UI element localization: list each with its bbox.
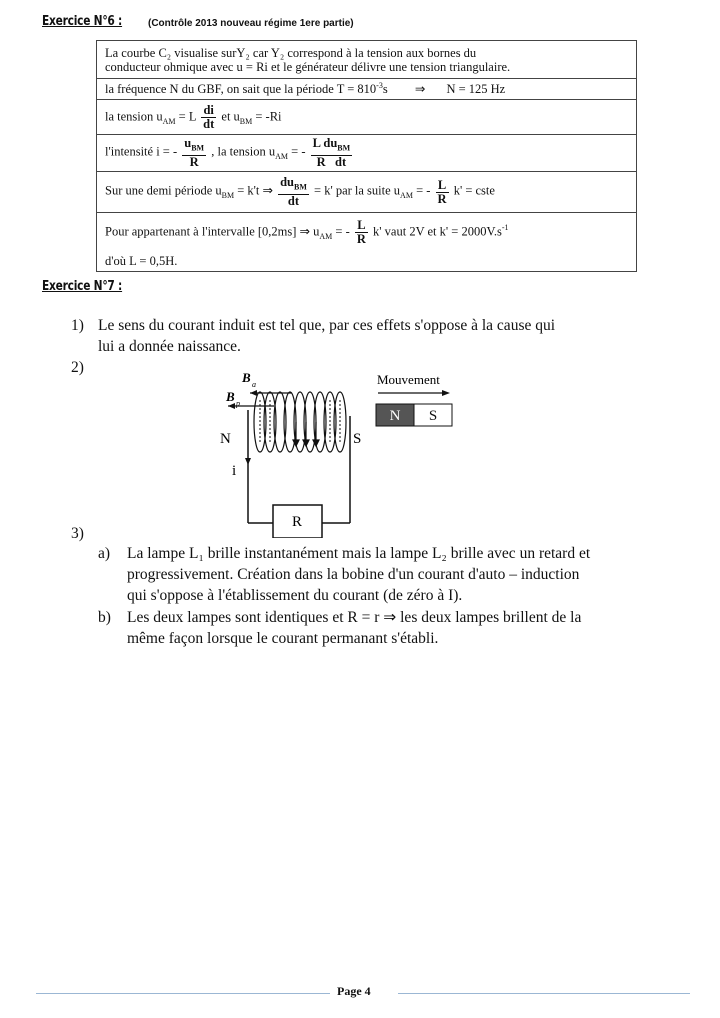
row5-sub: BM: [221, 191, 235, 201]
row3-sub: AM: [162, 116, 176, 126]
row-curve-explanation: [97, 41, 637, 79]
qa-line1: La lampe L₁ brille instantanément mais la lampe L₂ brille avec un retard et: [127, 545, 591, 562]
row2-exp: -3: [376, 80, 383, 90]
exercise-6-subtitle: (Contrôle 2013 nouveau régime 1ere partie): [148, 18, 354, 29]
row4-prefix: l'intensité i = -: [105, 144, 178, 159]
coil-north-label: N: [220, 431, 231, 447]
current-label: i: [232, 463, 237, 479]
b-a-arrow-icon: [250, 390, 257, 396]
row5-sub2: AM: [400, 191, 413, 201]
row4-num1-sub: BM: [191, 143, 205, 153]
row-conclusion: [97, 251, 637, 272]
fraction-l-r: [436, 179, 449, 206]
row5-num: du: [280, 175, 294, 190]
movement-arrow-icon: [442, 390, 450, 396]
row5-mid: = k' par la suite u: [314, 183, 401, 198]
row-intensity: [97, 135, 637, 172]
fraction-di-dt: [201, 104, 216, 131]
row6-prefix: Pour appartenant à l'intervalle [0,2ms] ⇒ u: [105, 223, 320, 238]
coil: [254, 392, 346, 452]
row6-eq: = -: [335, 223, 350, 238]
row6-den: R: [356, 231, 366, 246]
row5-num-sub: BM: [294, 182, 307, 192]
row6-sub: AM: [319, 231, 333, 241]
row5-eq2: = -: [416, 183, 431, 198]
row3-num: di: [201, 104, 216, 118]
q1-number: 1): [71, 317, 84, 334]
coil-south-label: S: [353, 431, 362, 447]
row5-prefix: Sur une demi période u: [105, 183, 222, 198]
row3-sub2: BM: [239, 116, 253, 126]
row4-sub: AM: [275, 152, 289, 162]
q1-line1: Le sens du courant induit est tel que, par ces effets s'oppose à la cause qui: [98, 317, 556, 334]
row-tension-uam: [97, 100, 637, 135]
row1-line1: La courbe C₂ visualise surY₂ car Y₂ correspond à la tension aux bornes du: [105, 46, 477, 60]
q2-number: 2): [71, 359, 84, 376]
b-p-sub: p: [236, 399, 240, 408]
q3-number: 3): [71, 525, 84, 542]
fraction-dubm-dt: [278, 176, 309, 208]
row3-eq: = L: [178, 108, 197, 123]
footer-rule-left: [36, 993, 330, 994]
row4-num2-sub: BM: [337, 143, 351, 153]
row6-num: L: [355, 219, 368, 233]
magnet-south-label: S: [428, 408, 438, 424]
page-number: Page 4: [337, 984, 371, 998]
row-interval: [97, 213, 637, 252]
qa-label: a): [98, 545, 111, 562]
b-a-label: B: [242, 370, 251, 385]
exercise-7-title: Exercice N°7 :: [42, 279, 123, 294]
row6-end: k' vaut 2V et k' = 2000V.s: [373, 223, 502, 238]
row-half-period: [97, 172, 637, 213]
row4-eq: = -: [291, 144, 306, 159]
row3-den: dt: [203, 116, 215, 131]
b-a-sub: a: [252, 380, 256, 389]
row1-line2: conducteur ohmique avec u = Ri et le générateur délivre une tension triangulaire.: [105, 60, 511, 74]
row4-den2a: R: [316, 154, 326, 169]
row5-den2: R: [437, 191, 447, 206]
qa-line2: progressivement. Création dans la bobine d'un courant d'auto – induction: [127, 566, 580, 583]
row2-unit: s: [382, 82, 388, 97]
exercise-6-solution-table: [96, 40, 637, 272]
row3-mid: et u: [221, 108, 240, 123]
qa-line3: qui s'oppose à l'établissement du courant (de zéro à I).: [127, 587, 463, 604]
b-p-label: B: [226, 389, 235, 404]
resistor-label: R: [291, 514, 303, 530]
qb-line1: Les deux lampes sont identiques et R = r ⇒ les deux lampes brillent de la: [127, 609, 582, 626]
movement-label: Mouvement: [377, 372, 440, 387]
row4-mid: , la tension u: [211, 144, 276, 159]
row5-end: k' = cste: [453, 183, 495, 198]
q1-line2: lui a donnée naissance.: [98, 338, 241, 355]
current-arrow-icon: [245, 458, 251, 465]
row5-den: dt: [287, 193, 300, 208]
row5-eq: = k't ⇒: [237, 183, 273, 198]
row5-num2: L: [436, 179, 449, 193]
fraction-ubm-r: [182, 137, 206, 169]
row2-text: la fréquence N du GBF, on sait que la période T = 810: [105, 82, 377, 97]
fraction-l-dubm: [311, 137, 353, 169]
row3-end: = -Ri: [255, 108, 282, 123]
row2-result: N = 125 Hz: [446, 82, 506, 97]
footer-rule-right: [398, 993, 690, 994]
row4-den2b: dt: [335, 154, 347, 169]
row3-prefix: la tension u: [105, 108, 163, 123]
fraction-l-r-2: [355, 219, 368, 246]
row6-exp: -1: [501, 222, 509, 232]
row-frequency: [97, 79, 637, 100]
magnet-north-label: N: [389, 408, 401, 424]
exercise-6-title: Exercice N°6 :: [42, 14, 123, 29]
induction-circuit-diagram: [210, 360, 470, 538]
qb-line2: même façon lorsque le courant permanant s'établi.: [127, 630, 439, 647]
row2-arrow: ⇒: [414, 82, 426, 97]
row4-den1: R: [189, 154, 199, 169]
row7-text: d'où L = 0,5H.: [105, 253, 178, 268]
row4-num2: L du: [312, 136, 338, 151]
row4-num1: u: [184, 136, 192, 151]
qb-label: b): [98, 609, 111, 626]
